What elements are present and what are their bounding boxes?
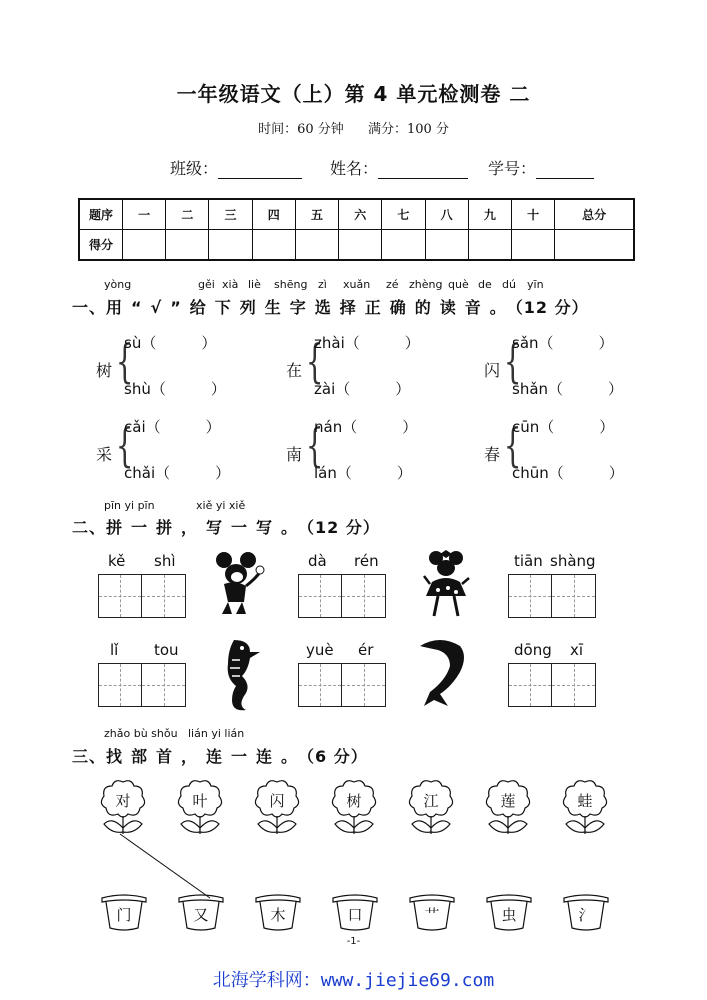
option-group [96, 414, 296, 484]
pot-radical: 木 [270, 906, 286, 924]
table-cell: 五 [295, 199, 338, 230]
brace: { [115, 418, 134, 472]
pinyin: yuè [306, 641, 334, 659]
flower-char: 树 [346, 792, 362, 810]
score-cell[interactable] [123, 230, 166, 261]
table-cell: 十 [511, 199, 554, 230]
writing-box[interactable] [98, 574, 142, 618]
brace: { [503, 418, 522, 472]
table-cell: 七 [382, 199, 425, 230]
score-table [78, 198, 635, 261]
pinyin-option[interactable]: zhài（ ） [314, 334, 420, 352]
target-char: 采 [96, 445, 113, 464]
pinyin: ér [358, 641, 374, 659]
question-text: 找部首，连一连。 [106, 747, 307, 766]
option-group [286, 414, 486, 484]
score-cell[interactable] [252, 230, 295, 261]
question-points: （12 分） [514, 298, 589, 317]
seahorse-picture [216, 636, 264, 714]
score-cell[interactable] [425, 230, 468, 261]
flower-char: 对 [115, 792, 131, 810]
pinyin: dà [308, 552, 327, 570]
time-limit: 时间：60 分钟 [258, 122, 344, 137]
pinyin: xī [570, 641, 584, 659]
pinyin: xuǎn [343, 278, 371, 291]
table-cell: 八 [425, 199, 468, 230]
target-char: 春 [484, 445, 501, 464]
pot-radical: 口 [347, 906, 363, 924]
target-char: 在 [286, 361, 303, 380]
pinyin-option[interactable]: chǎi（ ） [124, 464, 231, 482]
q2-heading [72, 515, 380, 538]
full-score: 满分：100 分 [367, 122, 449, 137]
pot-radical: 门 [116, 906, 132, 924]
pinyin: liè [248, 278, 261, 291]
pot-card[interactable] [408, 892, 456, 938]
pinyin: zhèng [409, 278, 443, 291]
score-cell[interactable] [555, 230, 634, 261]
table-cell: 三 [209, 199, 252, 230]
name-field [330, 156, 468, 179]
dolphin-picture [416, 636, 470, 708]
writing-box[interactable] [98, 663, 142, 707]
pinyin: tiān [514, 552, 543, 570]
brace: { [115, 334, 134, 388]
target-char: 南 [286, 445, 303, 464]
footer-watermark: 北海学科网：www.jiejie69.com [212, 970, 495, 991]
pinyin: shēng [274, 278, 308, 291]
pinyin-option[interactable]: shǎn（ ） [512, 380, 624, 398]
table-cell: 题序 [79, 199, 123, 230]
q3-heading [72, 744, 368, 767]
class-field [170, 156, 302, 179]
question-points: （6 分） [306, 747, 368, 766]
flower-card[interactable] [481, 778, 535, 842]
flower-row [96, 778, 636, 838]
writing-box[interactable] [298, 574, 342, 618]
pot-card[interactable] [562, 892, 610, 938]
writing-box[interactable] [142, 663, 186, 707]
name-blank[interactable] [378, 162, 468, 179]
pinyin: shì [154, 552, 176, 570]
writing-box[interactable] [342, 663, 386, 707]
writing-box[interactable] [552, 574, 596, 618]
table-cell: 六 [339, 199, 382, 230]
brace: { [305, 334, 324, 388]
pinyin: gěi [198, 278, 215, 291]
target-char: 闪 [484, 361, 501, 380]
option-group [96, 330, 296, 400]
pot-radical: 艹 [424, 906, 440, 924]
writing-item [298, 552, 390, 618]
question-number: 三、 [72, 747, 107, 766]
flower-card[interactable] [327, 778, 381, 842]
writing-item [98, 552, 190, 618]
question-number: 一、 [72, 298, 107, 317]
number-label: 学号： [488, 159, 537, 178]
pinyin: zé [386, 278, 399, 291]
question-text: 用“√”给下列生字选择正确的读音。 [106, 298, 515, 317]
pinyin-option[interactable]: shù（ ） [124, 380, 226, 398]
question-points: （12 分） [306, 518, 380, 537]
table-cell: 得分 [79, 230, 123, 261]
pinyin-option[interactable]: lán（ ） [314, 464, 412, 482]
table-cell: 四 [252, 199, 295, 230]
pinyin: lǐ [110, 641, 119, 659]
pinyin: zì [318, 278, 327, 291]
writing-box[interactable] [508, 663, 552, 707]
score-table-score-row [79, 230, 634, 261]
q1-options [96, 330, 676, 490]
pinyin: dú [502, 278, 516, 291]
writing-box[interactable] [298, 663, 342, 707]
page-number: -1- [346, 936, 361, 947]
writing-box[interactable] [342, 574, 386, 618]
writing-item [98, 641, 190, 707]
score-cell[interactable] [382, 230, 425, 261]
flower-card[interactable] [558, 778, 612, 842]
table-cell: 九 [468, 199, 511, 230]
score-cell[interactable] [209, 230, 252, 261]
option-group [286, 330, 486, 400]
pinyin: rén [354, 552, 379, 570]
target-char: 树 [96, 361, 113, 380]
pinyin-option[interactable]: zài（ ） [314, 380, 411, 398]
q3-pinyin-b: lián yi lián [188, 727, 245, 740]
pinyin-option[interactable]: nán（ ） [314, 418, 418, 436]
q3-pinyin-a: zhǎo bù shǒu [104, 727, 178, 740]
q1-heading [72, 295, 589, 318]
pot-radical: 虫 [501, 906, 517, 924]
name-label: 姓名： [330, 159, 379, 178]
pinyin-option[interactable]: chūn（ ） [512, 464, 624, 482]
pot-card[interactable] [485, 892, 533, 938]
mickey-mouse-picture [212, 550, 266, 618]
number-field [488, 156, 594, 179]
pinyin: de [478, 278, 492, 291]
pinyin: kě [108, 552, 126, 570]
number-blank[interactable] [536, 162, 594, 179]
writing-box[interactable] [508, 574, 552, 618]
pinyin: què [448, 278, 469, 291]
score-table-header-row [79, 199, 634, 230]
flower-char: 江 [423, 792, 439, 810]
flower-char: 闪 [269, 792, 285, 810]
score-cell[interactable] [468, 230, 511, 261]
pinyin: dōng [514, 641, 552, 659]
option-group [484, 330, 684, 400]
flower-card[interactable] [404, 778, 458, 842]
pot-card[interactable] [331, 892, 379, 938]
brace: { [503, 334, 522, 388]
question-text: 拼一拼，写一写。 [106, 518, 307, 537]
pot-card[interactable] [254, 892, 302, 938]
q1-pinyin [0, 278, 707, 292]
writing-box[interactable] [142, 574, 186, 618]
pinyin: yòng [104, 278, 132, 291]
flower-char: 蛙 [577, 792, 593, 810]
minnie-mouse-picture [422, 548, 472, 620]
exam-meta [0, 118, 707, 137]
pinyin-option[interactable]: sǎn（ ） [512, 334, 614, 352]
writing-item [508, 552, 600, 618]
connect-line [110, 832, 230, 902]
table-cell: 二 [166, 199, 209, 230]
page-title: 一年级语文（上）第 4 单元检测卷 二 [176, 82, 531, 106]
score-cell[interactable] [511, 230, 554, 261]
score-cell[interactable] [339, 230, 382, 261]
q2-pinyin-a: pīn yi pīn [104, 499, 155, 512]
writing-item [298, 641, 390, 707]
pinyin-option[interactable]: cūn（ ） [512, 418, 615, 436]
class-blank[interactable] [218, 162, 302, 179]
flower-char: 叶 [192, 792, 208, 810]
pot-radical: 氵 [578, 906, 594, 924]
pinyin: tou [154, 641, 179, 659]
writing-box[interactable] [552, 663, 596, 707]
pinyin: xià [222, 278, 239, 291]
pinyin: shàng [550, 552, 596, 570]
pinyin: yīn [527, 278, 544, 291]
table-cell: 一 [123, 199, 166, 230]
flower-card[interactable] [250, 778, 304, 842]
pot-radical: 又 [193, 906, 209, 924]
class-label: 班级： [170, 159, 219, 178]
q2-pinyin-b: xiě yi xiě [196, 499, 246, 512]
table-cell: 总分 [555, 199, 634, 230]
score-cell[interactable] [166, 230, 209, 261]
brace: { [305, 418, 324, 472]
question-number: 二、 [72, 518, 107, 537]
writing-item [508, 641, 600, 707]
flower-char: 莲 [500, 792, 516, 810]
option-group [484, 414, 684, 484]
pinyin-option[interactable]: sù（ ） [124, 334, 217, 352]
score-cell[interactable] [295, 230, 338, 261]
pinyin-option[interactable]: cǎi（ ） [124, 418, 221, 436]
